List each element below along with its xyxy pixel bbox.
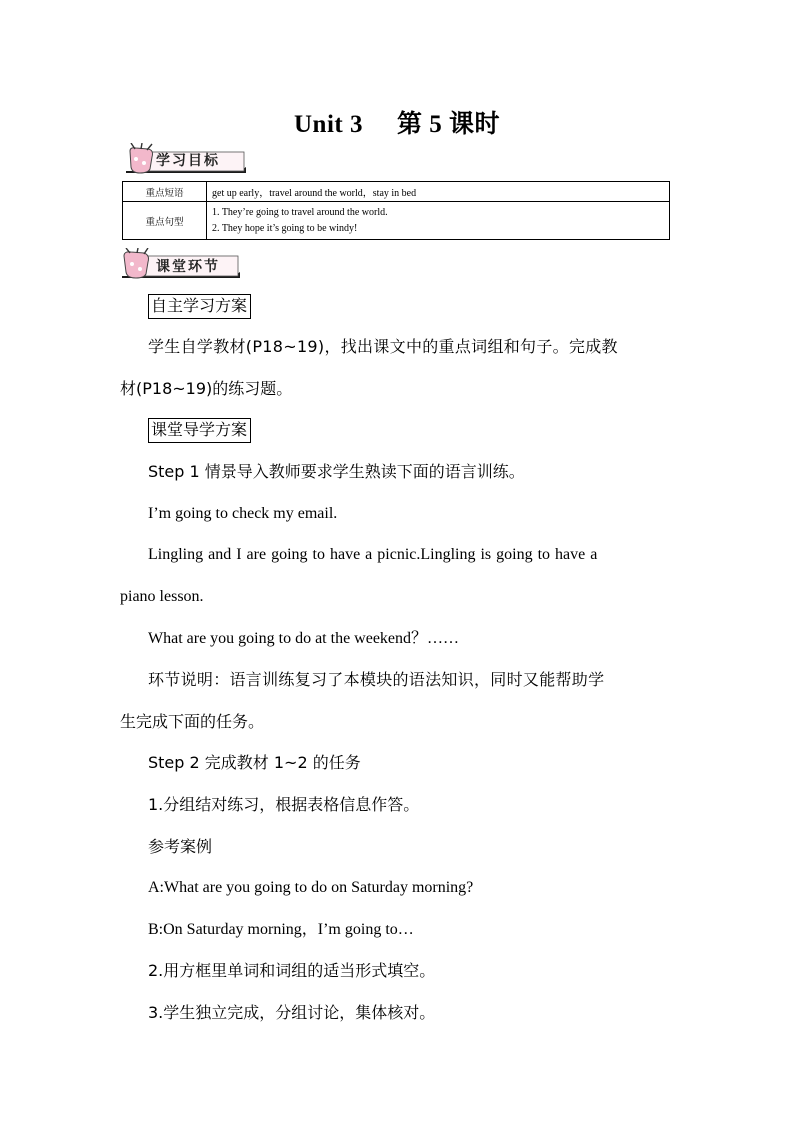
learning-goals-banner [122, 143, 246, 175]
step2-title: Step 2 完成教材 1~2 的任务 [148, 753, 361, 772]
sentence-line: I’m going to check my email. [148, 505, 338, 522]
sentence-line: 1. They’re going to travel around the world. [212, 206, 388, 218]
row-header: 重点短语 [123, 182, 207, 202]
sentence-line: piano lesson. [120, 588, 204, 605]
table-row [123, 182, 670, 202]
note-line: 环节说明：语言训练复习了本模块的语法知识，同时又能帮助学 [148, 670, 605, 689]
paragraph-line: 学生自学教材(P18~19)，找出课文中的重点词组和句子。完成教 [148, 337, 618, 356]
unit-label: Unit 3 [294, 111, 363, 138]
lesson-label: 第 5 课时 [396, 111, 500, 138]
row-header: 重点句型 [123, 202, 207, 240]
reference-label: 参考案例 [148, 837, 213, 856]
sentence-line: What are you going to do at the weekend？…… [148, 630, 460, 647]
dialog-line: A:What are you going to do on Saturday morning? [148, 879, 474, 896]
list-item: 2.用方框里单词和词组的适当形式填空。 [148, 961, 436, 980]
paragraph-line: 材(P18~19)的练习题。 [120, 379, 293, 398]
sentence-line: 2. They hope it’s going to be windy! [212, 222, 358, 234]
banner-label: 学习目标 [156, 153, 220, 169]
row-content: get up early，travel around the world，stay in bed [207, 182, 670, 202]
page-title [0, 104, 794, 140]
note-line: 生完成下面的任务。 [120, 712, 265, 731]
list-item: 3.学生独立完成，分组讨论，集体核对。 [148, 1003, 436, 1022]
section-heading-guided: 课堂导学方案 [148, 418, 251, 443]
list-item: 1.分组结对练习，根据表格信息作答。 [148, 795, 420, 814]
table-row [123, 202, 670, 240]
dialog-line: B:On Saturday morning，I’m going to… [148, 921, 414, 938]
banner-label: 课堂环节 [156, 259, 220, 275]
sentence-line: Lingling and I are going to have a picnic.Lingling is going to have a [148, 546, 598, 563]
class-steps-banner [118, 248, 242, 280]
row-content [207, 202, 670, 240]
step1-title: Step 1 情景导入教师要求学生熟读下面的语言训练。 [148, 462, 525, 481]
key-points-table [122, 181, 670, 240]
section-heading-self-study: 自主学习方案 [148, 294, 251, 319]
